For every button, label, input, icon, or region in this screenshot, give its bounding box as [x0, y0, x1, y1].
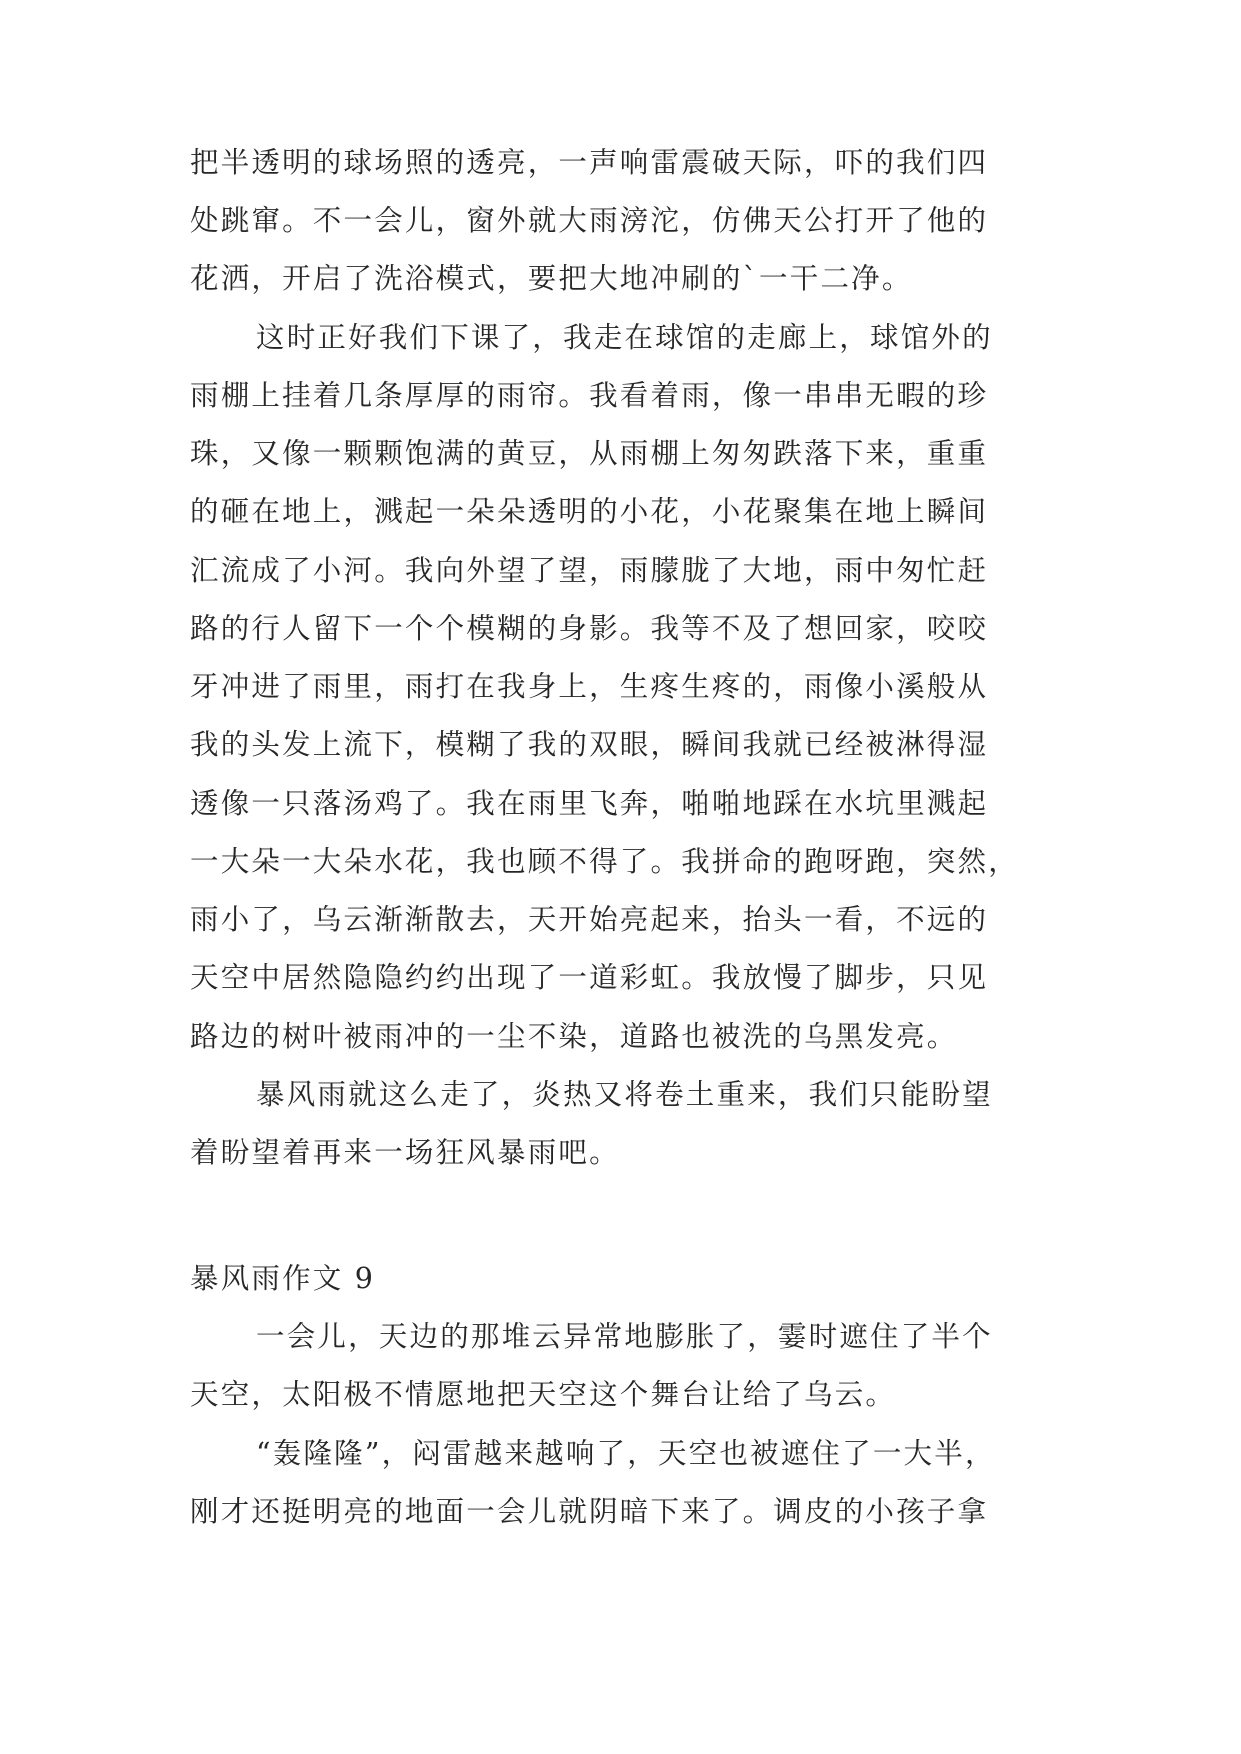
body-line: 路边的树叶被雨冲的一尘不染，道路也被洗的乌黑发亮。: [190, 1020, 958, 1053]
body-line: 一大朵一大朵水花，我也顾不得了。我拼命的跑呀跑，突然，: [190, 845, 1019, 878]
section-heading: 暴风雨作文 9: [190, 1262, 376, 1295]
body-line: 透像一只落汤鸡了。我在雨里飞奔，啪啪地踩在水坑里溅起: [190, 787, 989, 820]
body-line: 把半透明的球场照的透亮，一声响雷震破天际，吓的我们四: [190, 146, 989, 179]
body-line: 的砸在地上，溅起一朵朵透明的小花，小花聚集在地上瞬间: [190, 495, 989, 528]
body-line: 路的行人留下一个个模糊的身影。我等不及了想回家，咬咬: [190, 612, 989, 645]
body-line: 天空中居然隐隐约约出现了一道彩虹。我放慢了脚步，只见: [190, 961, 989, 994]
body-line: 珠，又像一颗颗饱满的黄豆，从雨棚上匆匆跌落下来，重重: [190, 437, 989, 470]
body-line: 我的头发上流下，模糊了我的双眼，瞬间我就已经被淋得湿: [190, 728, 989, 761]
paragraph-first-line: 这时正好我们下课了，我走在球馆的走廊上，球馆外的: [256, 321, 993, 354]
body-line: 雨棚上挂着几条厚厚的雨帘。我看着雨，像一串串无暇的珍: [190, 379, 989, 412]
body-line: 花洒，开启了洗浴模式，要把大地冲刷的`一干二净。: [190, 262, 913, 295]
body-line: 雨小了，乌云渐渐散去，天开始亮起来，抬头一看，不远的: [190, 903, 989, 936]
body-line: 刚才还挺明亮的地面一会儿就阴暗下来了。调皮的小孩子拿: [190, 1495, 989, 1528]
body-line: 着盼望着再来一场狂风暴雨吧。: [190, 1136, 620, 1169]
paragraph-first-line: 一会儿，天边的那堆云异常地膨胀了，霎时遮住了半个: [256, 1320, 993, 1353]
body-line: 处跳窜。不一会儿，窗外就大雨滂沱，仿佛天公打开了他的: [190, 204, 989, 237]
paragraph-first-line: 暴风雨就这么走了，炎热又将卷土重来，我们只能盼望: [256, 1078, 993, 1111]
body-line: 牙冲进了雨里，雨打在我身上，生疼生疼的，雨像小溪般从: [190, 670, 989, 703]
paragraph-first-line: “轰隆隆”，闷雷越来越响了，天空也被遮住了一大半，: [256, 1437, 996, 1470]
body-line: 汇流成了小河。我向外望了望，雨朦胧了大地，雨中匆忙赶: [190, 554, 989, 587]
body-line: 天空，太阳极不情愿地把天空这个舞台让给了乌云。: [190, 1378, 897, 1411]
